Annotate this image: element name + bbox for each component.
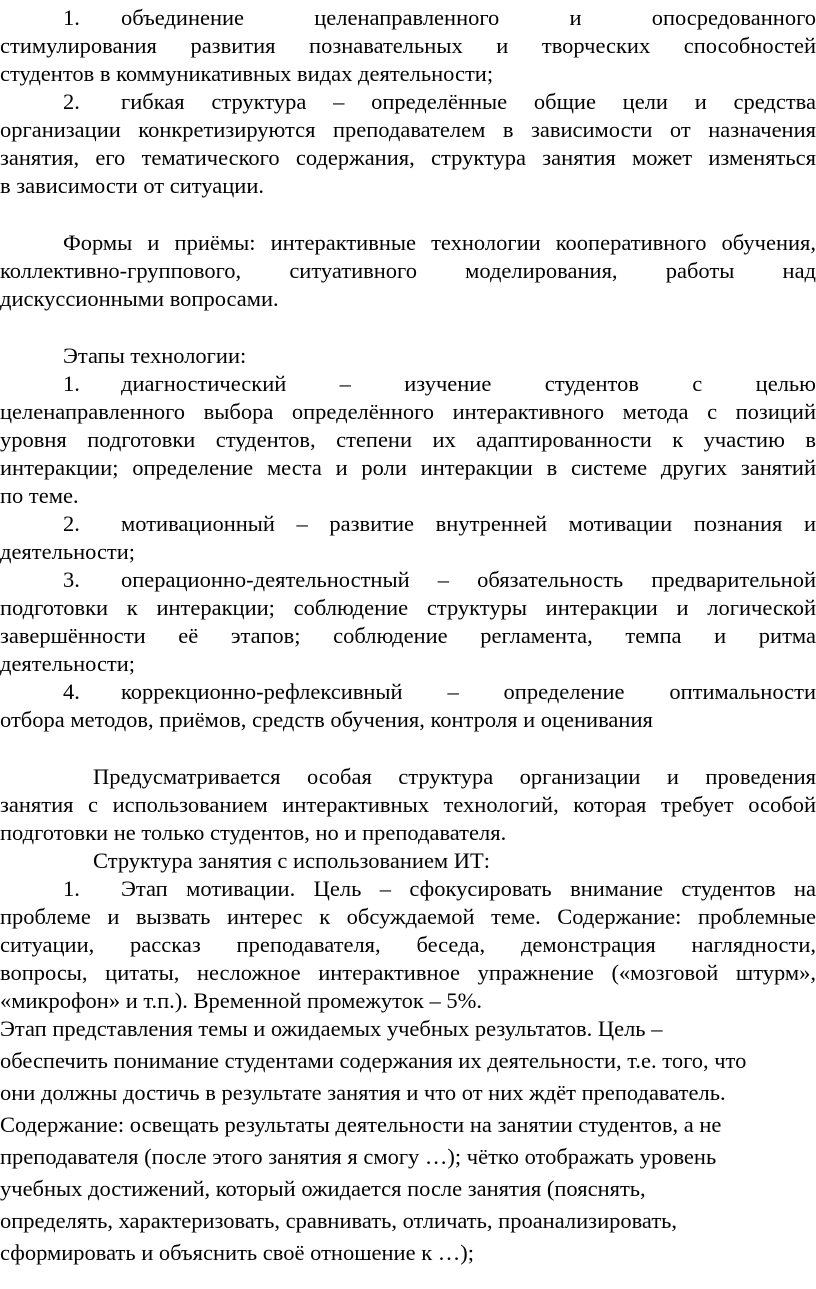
- text-line: сформировать и объяснить своё отношение к …);: [0, 1240, 475, 1265]
- text-line: обеспечить понимание студентами содержания их деятельности, т.е. того, что: [0, 1048, 747, 1073]
- text-line: студентов в коммуникативных видах деятельности;: [0, 61, 494, 86]
- structure-title: Структура занятия с использованием ИТ:: [93, 848, 491, 873]
- text-line: организации конкретизируются преподавателем в зависимости от назначения: [0, 117, 816, 142]
- text-line: по теме.: [0, 483, 79, 508]
- text-line: «микрофон» и т.п.). Временной промежуток – 5%.: [0, 988, 482, 1013]
- text-line: коллективно-группового, ситуативного моделирования, работы над: [0, 258, 816, 283]
- list1-item1-first-line: [0, 4, 816, 32]
- list-number: 1.: [63, 5, 80, 30]
- text-line: занятия с использованием интерактивных технологий, которая требует особой: [0, 792, 816, 817]
- text-line: отбора методов, приёмов, средств обучения, контроля и оценивания: [0, 707, 653, 732]
- text-line: в зависимости от ситуации.: [0, 173, 265, 198]
- list-text: коррекционно-рефлексивный – определение оптимальности: [121, 679, 816, 704]
- list-number: 2.: [63, 511, 80, 536]
- text-line: деятельности;: [0, 651, 136, 676]
- structure-para-first-line: Предусматривается особая структура организации и проведения: [93, 764, 816, 789]
- text-line: интеракции; определение места и роли интеракции в системе других занятий: [0, 455, 816, 480]
- text-line: занятия, его тематического содержания, структура занятия может изменяться: [0, 145, 816, 170]
- text-line: подготовки к интеракции; соблюдение структуры интеракции и логической: [0, 595, 816, 620]
- text-line: определять, характеризовать, сравнивать, отличать, проанализировать,: [0, 1208, 678, 1233]
- forms-first-line: Формы и приёмы: интерактивные технологии кооперативного обучения,: [63, 230, 816, 255]
- list-text: диагностический – изучение студентов с целью: [121, 371, 816, 396]
- list-text: Этап мотивации. Цель – сфокусировать внимание студентов на: [121, 876, 816, 901]
- list-number: 1.: [63, 876, 80, 901]
- text-line: учебных достижений, который ожидается после занятия (пояснять,: [0, 1176, 646, 1201]
- text-line: целенаправленного выбора определённого интерактивного метода с позиций: [0, 399, 816, 424]
- list-number: 1.: [63, 371, 80, 396]
- list2-item1-first-line: [0, 875, 816, 903]
- stage2-first-line: [0, 510, 816, 538]
- text-line: уровня подготовки студентов, степени их адаптированности к участию в: [0, 427, 816, 452]
- text-line: дискуссионными вопросами.: [0, 286, 279, 311]
- list1-item2-first-line: [0, 88, 816, 116]
- list-text: операционно-деятельностный – обязательность предварительной: [121, 567, 816, 592]
- stage3-first-line: [0, 566, 816, 594]
- list-text: объединение целенаправленного и опосредованного: [121, 5, 816, 30]
- list-number: 3.: [63, 567, 80, 592]
- stages-title: Этапы технологии:: [63, 343, 247, 368]
- text-line: деятельности;: [0, 539, 136, 564]
- text-line: Этап представления темы и ожидаемых учебных результатов. Цель –: [0, 1016, 663, 1041]
- list-text: мотивационный – развитие внутренней мотивации познания и: [121, 511, 816, 536]
- list-number: 4.: [63, 679, 80, 704]
- stage1-first-line: [0, 370, 816, 398]
- text-line: преподавателя (после этого занятия я смогу …); чётко отображать уровень: [0, 1144, 717, 1169]
- text-line: подготовки не только студентов, но и преподавателя.: [0, 820, 507, 845]
- list-number: 2.: [63, 89, 80, 114]
- text-line: они должны достичь в результате занятия и что от них ждёт преподаватель.: [0, 1080, 726, 1105]
- text-line: Содержание: освещать результаты деятельности на занятии студентов, а не: [0, 1112, 722, 1137]
- list-text: гибкая структура – определённые общие цели и средства: [121, 89, 816, 114]
- text-line: ситуации, рассказ преподавателя, беседа, демонстрация наглядности,: [0, 932, 816, 957]
- text-line: завершённости её этапов; соблюдение регламента, темпа и ритма: [0, 623, 816, 648]
- stage4-first-line: [0, 678, 816, 706]
- text-line: проблеме и вызвать интерес к обсуждаемой теме. Содержание: проблемные: [0, 904, 816, 929]
- text-line: стимулирования развития познавательных и творческих способностей: [0, 33, 816, 58]
- text-line: вопросы, цитаты, несложное интерактивное упражнение («мозговой штурм»,: [0, 960, 816, 985]
